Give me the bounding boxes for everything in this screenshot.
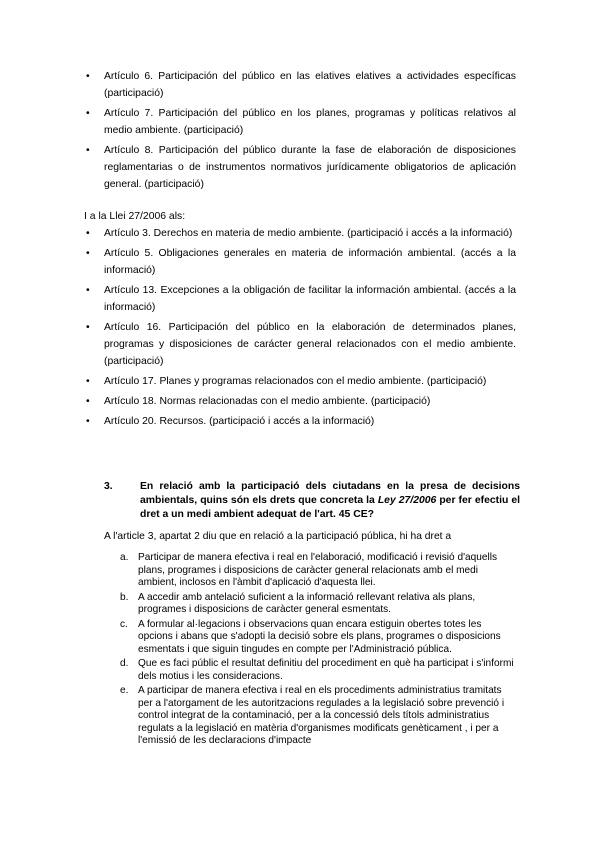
- list-item: • Artículo 6. Participación del público en las elatives elatives a actividades específicas (participació): [104, 68, 516, 102]
- law-reference: Ley 27/2006: [377, 495, 437, 506]
- bullet-icon: •: [86, 228, 90, 239]
- list-item: b. A accedir amb antelació suficient a la informació rellevant relativa als plans, programes i disposicions de caràcter general esmentats.: [120, 591, 476, 615]
- list-item: • Artículo 13. Excepciones a la obligación de facilitar la información ambiental. (accés a la informació): [104, 282, 516, 316]
- list-item: • Artículo 17. Planes y programas relacionados con el medio ambiente. (participació): [104, 373, 516, 390]
- list-item: • Artículo 16. Participación del público en la elaboración de determinados planes, programas y disposiciones de carácter general relacionados con el medio ambiente. (participació): [104, 319, 516, 370]
- bullet-icon: •: [86, 71, 90, 82]
- answer-intro: A l'article 3, apartat 2 diu que en relació a la participació pública, hi ha dret a: [104, 531, 452, 542]
- list-item: • Artículo 7. Participación del público en los planes, programas y políticas relativos al medio ambiente. (participació): [104, 105, 516, 139]
- bullet-icon: •: [86, 248, 90, 259]
- list-item: c. A formular al·legacions i observacions quan encara estiguin obertes totes les opcions i abans que s'adopti la decisió sobre els plans, programes o disposicions esmentats i que siguin tingudes en compte per l'Administració pública.: [120, 618, 501, 655]
- list-item: • Artículo 20. Recursos. (participació i accés a la informació): [104, 413, 516, 430]
- bullet-icon: •: [86, 376, 90, 387]
- list-item: • Artículo 5. Obligaciones generales en materia de información ambiental. (accés a la informació): [104, 245, 516, 279]
- question-number: 3.: [104, 481, 113, 492]
- bullet-list-articles-2: [86, 225, 516, 433]
- list-item: • Artículo 8. Participación del público durante la fase de elaboración de disposiciones reglamentarias o de instrumentos normativos jurídicamente obligatorios de aplicación general. (participació): [104, 142, 516, 193]
- list-item: • Artículo 18. Normas relacionadas con el medio ambiente. (participació): [104, 393, 516, 410]
- bullet-list-articles-1: [86, 68, 516, 196]
- list-item: • Artículo 3. Derechos en materia de medio ambiente. (participació i accés a la informació): [104, 225, 516, 242]
- bullet-icon: •: [86, 322, 90, 333]
- bullet-icon: •: [86, 145, 90, 156]
- law-intro: I a la Llei 27/2006 als:: [84, 211, 186, 222]
- bullet-icon: •: [86, 285, 90, 296]
- list-item: a. Participar de manera efectiva i real en l'elaboració, modificació i revisió d'aquells plans, programes i disposicions de caràcter general relacionats amb el medi ambient, inclosos en l'àmbit d'aplicació d'aquesta llei.: [120, 552, 497, 588]
- rights-list: [120, 552, 518, 750]
- bullet-icon: •: [86, 396, 90, 407]
- list-item: d. Que es faci públic el resultat definitiu del procediment en què ha participat i s'informi dels motius i les consideracions.: [120, 658, 514, 682]
- list-item: e. A participar de manera efectiva i real en els procediments administratius tramitats per a l'atorgament de les autoritzacions regulades a la legislació sobre prevenció i control integrat de la contaminació, per a la concessió dels títols administratius regulats a la legislació en matèria d'organismes modificats genèticament , i per a l'emissió de les declaracions d'impacte: [120, 685, 505, 746]
- bullet-icon: •: [86, 416, 90, 427]
- question-text: En relació amb la participació dels ciutadans en la presa de decisions ambientals, quins són els drets que concreta la Ley 27/2006 per fer efectiu el dret a un medi ambient adequat de l'art. 45 CE?: [140, 481, 521, 520]
- bullet-icon: •: [86, 108, 90, 119]
